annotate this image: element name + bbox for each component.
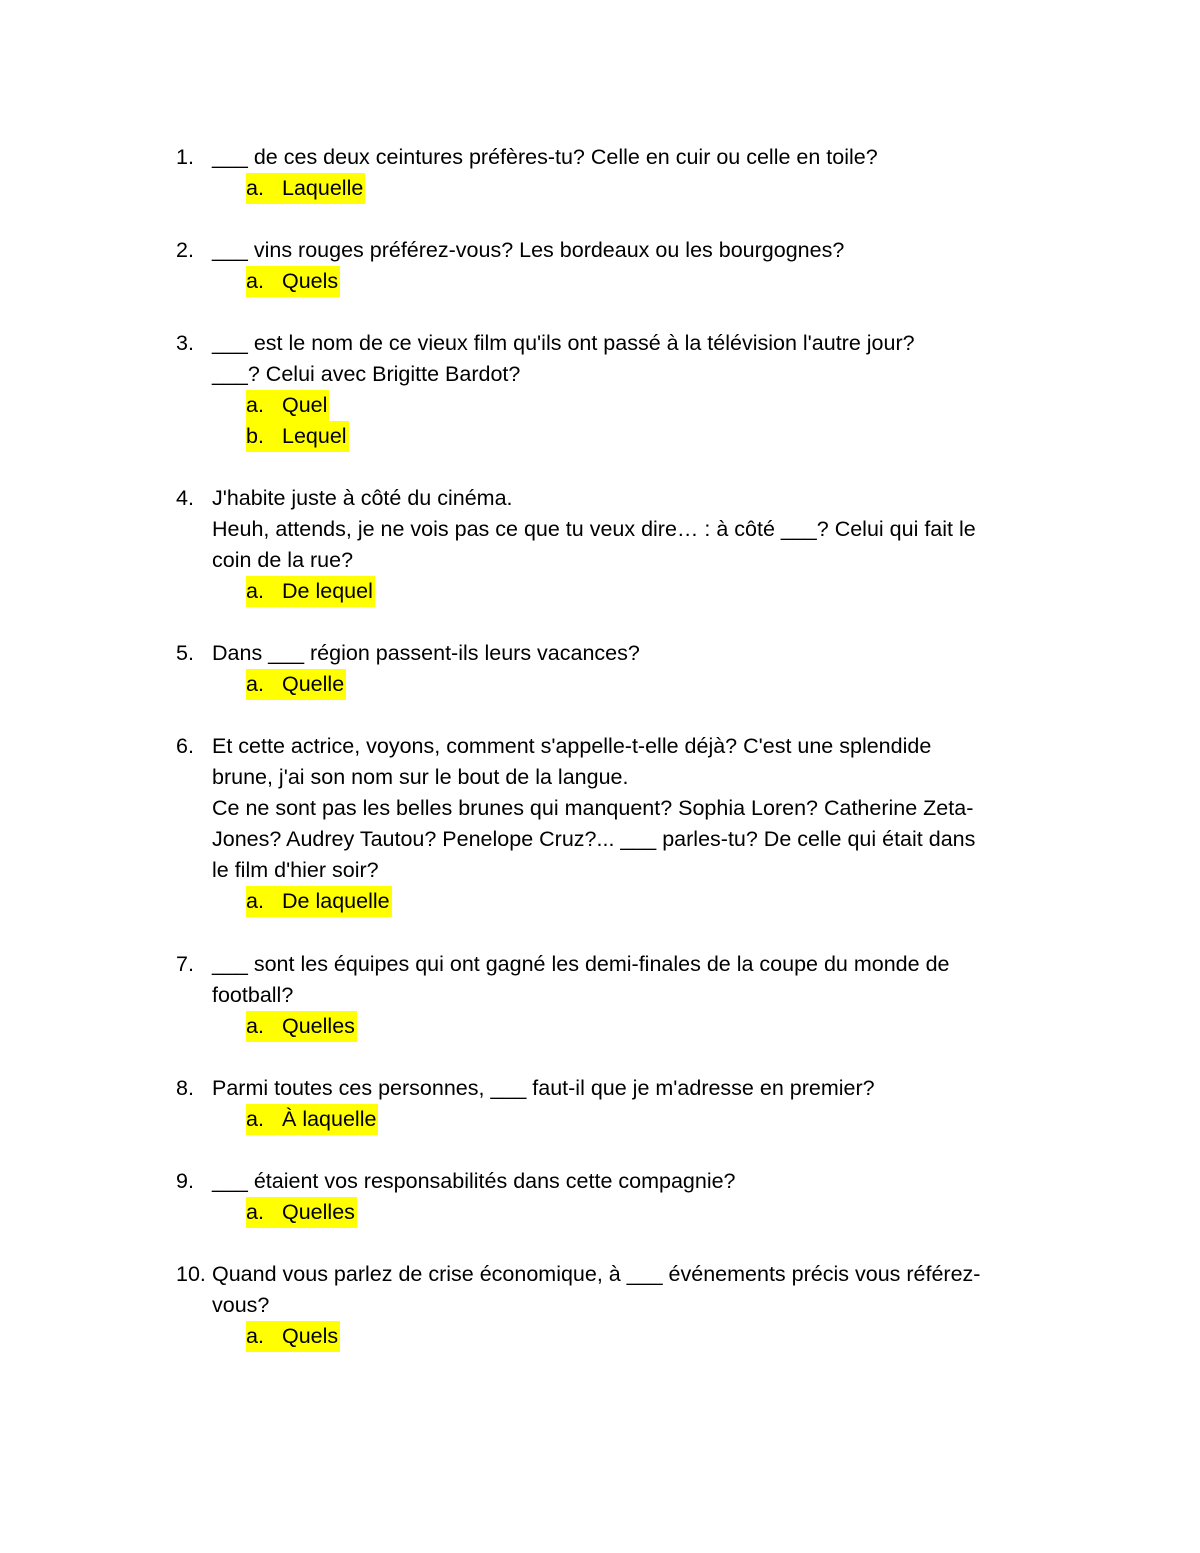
answer-highlight [246,1011,357,1042]
answer-highlight [246,669,346,700]
answer-text: De lequel [282,579,373,603]
answer-letter: b. [246,424,264,448]
question-text: vous? [212,1293,270,1317]
answer-text: À laquelle [282,1107,377,1131]
answer-letter: a. [246,1324,264,1348]
answer-text: De laquelle [282,889,390,913]
question-number: 3. [176,331,194,355]
answer-letter: a. [246,1014,264,1038]
question-text: coin de la rue? [212,548,354,572]
answer-text: Quelles [282,1014,355,1038]
answer-text: Quelles [282,1200,355,1224]
answer-highlight [246,173,365,204]
question-number: 10. [176,1262,206,1286]
answer-highlight [246,421,349,452]
answer-text: Quelle [282,672,345,696]
answer-text: Laquelle [282,176,364,200]
question-text: Quand vous parlez de crise économique, à ___ événements précis vous référez- [212,1262,981,1286]
question-text: ___ de ces deux ceintures préfères-tu? Celle en cuir ou celle en toile? [212,145,878,169]
answer-highlight [246,390,329,421]
question-text: Heuh, attends, je ne vois pas ce que tu veux dire… : à côté ___? Celui qui fait le [212,517,976,541]
answer-text: Quels [282,269,339,293]
answer-letter: a. [246,1200,264,1224]
question-text: brune, j'ai son nom sur le bout de la langue. [212,765,629,789]
question-number: 2. [176,238,194,262]
question-text: ___ sont les équipes qui ont gagné les demi-finales de la coupe du monde de [212,952,950,976]
question-number: 1. [176,145,194,169]
question-text: ___ vins rouges préférez-vous? Les bordeaux ou les bourgognes? [212,238,845,262]
answer-letter: a. [246,672,264,696]
answer-highlight [246,1104,378,1135]
answer-highlight [246,1321,340,1352]
answer-highlight [246,266,340,297]
question-number: 8. [176,1076,194,1100]
answer-highlight [246,1197,357,1228]
question-text: ___ étaient vos responsabilités dans cette compagnie? [212,1169,736,1193]
question-text: Et cette actrice, voyons, comment s'appelle-t-elle déjà? C'est une splendide [212,734,932,758]
question-number: 4. [176,486,194,510]
answer-text: Quel [282,393,328,417]
answer-highlight [246,576,375,607]
answer-letter: a. [246,393,264,417]
question-text: Ce ne sont pas les belles brunes qui manquent? Sophia Loren? Catherine Zeta- [212,796,974,820]
answer-text: Lequel [282,424,347,448]
question-text: Jones? Audrey Tautou? Penelope Cruz?... ___ parles-tu? De celle qui était dans [212,827,976,851]
answer-highlight [246,886,392,917]
answer-text: Quels [282,1324,339,1348]
question-text: ___? Celui avec Brigitte Bardot? [212,362,521,386]
answer-letter: a. [246,1107,264,1131]
answer-letter: a. [246,176,264,200]
answer-letter: a. [246,889,264,913]
question-text: J'habite juste à côté du cinéma. [212,486,513,510]
answer-letter: a. [246,579,264,603]
question-number: 6. [176,734,194,758]
answer-letter: a. [246,269,264,293]
question-text: le film d'hier soir? [212,858,379,882]
question-text: Dans ___ région passent-ils leurs vacances? [212,641,640,665]
question-text: ___ est le nom de ce vieux film qu'ils ont passé à la télévision l'autre jour? [212,331,915,355]
question-text: football? [212,983,294,1007]
question-number: 5. [176,641,194,665]
question-number: 9. [176,1169,194,1193]
question-number: 7. [176,952,194,976]
question-text: Parmi toutes ces personnes, ___ faut-il que je m'adresse en premier? [212,1076,875,1100]
